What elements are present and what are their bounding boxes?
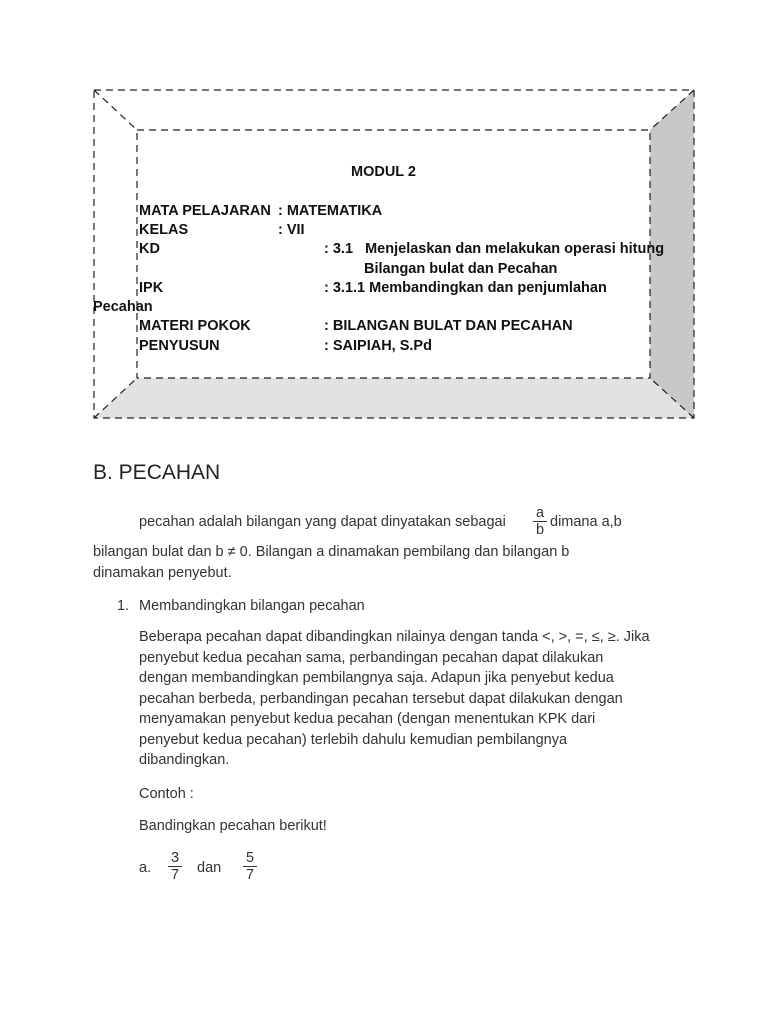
penyusun-label: PENYUSUN xyxy=(139,338,220,354)
intro-fraction-denominator: b xyxy=(535,522,545,538)
example-fraction-1-denominator: 7 xyxy=(170,867,180,883)
intro-fraction-numerator: a xyxy=(535,505,545,521)
paragraph-line: Beberapa pecahan dapat dibandingkan nilainya dengan tanda <, >, =, ≤, ≥. Jika xyxy=(139,629,650,645)
kelas-label: KELAS xyxy=(139,222,189,238)
kd-label: KD xyxy=(139,241,160,257)
materi-value: : BILANGAN BULAT DAN PECAHAN xyxy=(324,318,573,334)
intro-line-3: dinamakan penyebut. xyxy=(93,565,232,581)
intro-text-part2: dimana a,b xyxy=(550,514,622,530)
ipk-value-line2: Pecahan xyxy=(93,299,153,315)
intro-fraction xyxy=(533,506,547,537)
section-heading: B. PECAHAN xyxy=(93,461,221,484)
ipk-value-line1: : 3.1.1 Membandingkan dan penjumlahan xyxy=(324,280,607,296)
paragraph-line: menyamakan penyebut kedua pecahan (dengan menentukan KPK dari xyxy=(139,711,596,727)
example-fraction-2 xyxy=(243,851,257,882)
list-number: 1. xyxy=(117,598,130,614)
paragraph-line: penyebut kedua pecahan) terlebih dahulu kemudian pembilangnya xyxy=(139,731,568,748)
example-label: a. xyxy=(139,860,152,876)
paragraph-line: dengan membandingkan pembilangnya saja. Adapun jika penyebut kedua xyxy=(139,670,614,686)
instruction-text: Bandingkan pecahan berikut! xyxy=(139,818,327,834)
frame-bottom-bevel xyxy=(94,378,694,418)
paragraph-line: dibandingkan. xyxy=(139,752,230,768)
intro-text-part1: pecahan adalah bilangan yang dapat dinyatakan sebagai xyxy=(139,514,506,530)
materi-label: MATERI POKOK xyxy=(139,318,251,334)
kd-value-line2: Bilangan bulat dan Pecahan xyxy=(364,261,558,277)
ipk-label: IPK xyxy=(139,280,164,296)
contoh-label: Contoh : xyxy=(139,786,194,802)
explanation-paragraph xyxy=(139,627,650,771)
example-connector: dan xyxy=(197,860,222,876)
mapel-value: : MATEMATIKA xyxy=(278,203,383,219)
list-title: Membandingkan bilangan pecahan xyxy=(139,598,365,614)
example-fraction-2-denominator: 7 xyxy=(245,867,255,883)
example-fraction-1-numerator: 3 xyxy=(170,850,180,866)
intro-line-2: bilangan bulat dan b ≠ 0. Bilangan a dinamakan pembilang dan bilangan b xyxy=(93,544,570,560)
kd-value-line1: : 3.1 Menjelaskan dan melakukan operasi hitung xyxy=(324,241,665,257)
example-fraction-2-numerator: 5 xyxy=(245,850,255,866)
paragraph-line: pecahan berbeda, perbandingan pecahan tersebut dapat dilakukan dengan xyxy=(139,690,623,707)
example-fraction-1 xyxy=(168,851,182,882)
kelas-value: : VII xyxy=(278,222,305,238)
mapel-label: MATA PELAJARAN xyxy=(139,203,271,219)
frame-corner-tl xyxy=(94,90,137,130)
paragraph-line: penyebut kedua pecahan sama, perbandingan pecahan dapat dilakukan xyxy=(139,649,604,666)
penyusun-value: : SAIPIAH, S.Pd xyxy=(324,338,432,354)
module-title: MODUL 2 xyxy=(351,164,416,180)
